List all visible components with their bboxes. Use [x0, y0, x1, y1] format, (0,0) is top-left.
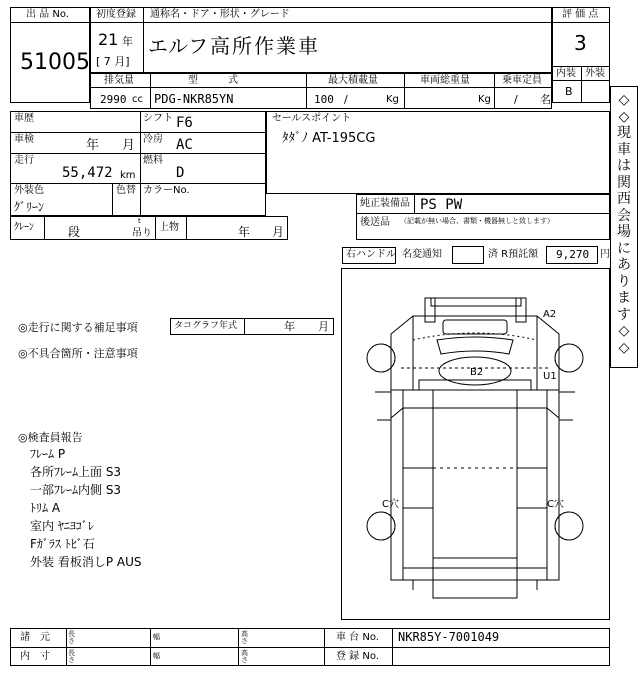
width-label: 幅 [153, 652, 160, 660]
crane-label: ｸﾚｰﾝ [14, 222, 34, 233]
lot-number-label: 出 品 No. [26, 9, 69, 20]
gross-weight-unit: Kg [478, 94, 491, 105]
model-label: 型 式 [188, 75, 238, 86]
shift-label: シフト [143, 113, 173, 124]
height-label: 高さ [241, 649, 248, 664]
inspector-line: 一部ﾌﾚｰﾑ内側 S3 [30, 483, 122, 497]
side-note [612, 92, 636, 362]
chassis-number: NKR85Y-7001049 [398, 630, 500, 644]
registration-year-unit: 年 [122, 35, 133, 48]
score-label: 評 価 点 [562, 9, 599, 20]
max-load-slash: / [344, 93, 348, 106]
side-char: す [617, 306, 631, 323]
body-outline [391, 390, 559, 580]
model-value: PDG-NKR85YN [154, 92, 234, 106]
crane-hang-label: 吊り [132, 228, 152, 239]
top-equipment-label: 上物 [159, 222, 179, 233]
gross-weight-label: 車両総重量 [420, 75, 470, 86]
exterior-color-label: 外装色 [14, 185, 44, 196]
defect-notes-label: ◎不具合箇所・注意事項 [18, 347, 138, 360]
truck-diagram [341, 268, 610, 620]
recycle-label: 済 R預託額 [488, 249, 539, 260]
mileage-label: 走行 [14, 155, 34, 166]
inner-size-row-label: 内 寸 [20, 651, 50, 662]
color-change-label: 色替 [116, 185, 136, 196]
inspector-line: 各所ﾌﾚｰﾑ上面 S3 [30, 465, 122, 479]
mirror-bar [431, 298, 521, 306]
drive-notes-label: ◎走行に関する補足事項 [18, 321, 138, 334]
length-label: 長さ [68, 649, 75, 664]
tachograph-month: 月 [318, 320, 329, 333]
tachograph-label: タコグラフ年式 [174, 321, 238, 331]
side-char: ◇ [618, 339, 630, 356]
top-equipment-month: 月 [272, 225, 285, 239]
delivery-label: 後送品 [360, 217, 390, 228]
damage-mark-u1: U1 [543, 371, 557, 382]
registration-number-label: 登 録 No. [336, 651, 379, 662]
inspection-year-unit: 年 [86, 138, 100, 153]
color-code-label: カラーNo. [143, 185, 190, 196]
side-char: 現 [617, 125, 631, 141]
fuel-label: 燃料 [143, 155, 163, 166]
sales-point-label: セールスポイント [272, 113, 352, 124]
displacement-label: 排気量 [104, 75, 134, 86]
damage-mark-c-hole-left: C穴 [382, 499, 399, 510]
side-char: ◇ [618, 323, 630, 339]
side-char: ◇ [618, 108, 630, 125]
equipment-value: PS PW [420, 197, 463, 213]
side-char: 関 [617, 174, 631, 191]
side-char: 場 [617, 224, 631, 240]
interior-grade: B [565, 85, 573, 98]
damage-mark-a2: A2 [543, 309, 557, 320]
left-mirror [425, 298, 435, 322]
inspection-month-unit: 月 [122, 138, 136, 153]
displacement-value: 2990 [100, 93, 127, 106]
first-registration-label: 初度登録 [96, 9, 136, 20]
car-name: エルフ [148, 34, 208, 58]
name-change-check [452, 246, 484, 264]
damage-mark-c-hole-right: C穴 [547, 499, 564, 510]
windshield [437, 337, 513, 354]
max-load-unit: Kg [386, 94, 399, 105]
side-char: り [617, 273, 631, 290]
side-char: ◇ [618, 92, 630, 108]
side-char: ま [617, 290, 631, 306]
recycle-yen: 円 [600, 249, 610, 260]
details-box [10, 111, 266, 216]
length-label: 長さ [68, 630, 75, 645]
crane-ton-label: t [138, 217, 141, 225]
tachograph-year: 年 [284, 320, 295, 333]
inspector-line: Fｶﾞﾗｽ ﾄﾋﾞ石 [30, 537, 95, 551]
interior-label: 内装 [556, 68, 576, 79]
displacement-unit: cc [132, 94, 143, 105]
inspector-report-label: ◎検査員報告 [18, 431, 83, 444]
rear-step [433, 580, 517, 598]
rhd-label: 右ハンドル [346, 249, 396, 260]
inspector-line: 室内 ﾔﾆﾖｺﾞﾚ [30, 519, 94, 533]
registration-month: [ 7 月] [96, 55, 130, 68]
shift-value: F6 [176, 115, 193, 131]
crane-stage-label: 段 [68, 225, 81, 239]
inspector-line: 外装 看板消しP AUS [30, 555, 142, 569]
registration-year: 21 [98, 30, 119, 49]
recycle-amount: 9,270 [556, 248, 590, 261]
exterior-color-value: ｸﾞﾘｰﾝ [14, 200, 45, 214]
ac-value: AC [176, 137, 193, 153]
capacity-label: 乗車定員 [502, 75, 542, 86]
width-label: 幅 [153, 633, 160, 641]
side-char: に [617, 240, 631, 257]
side-char: 西 [617, 191, 631, 207]
inspector-line: ﾌﾚｰﾑ P [30, 447, 66, 461]
cab-outline [391, 316, 559, 390]
car-grade: 高所作業車 [210, 34, 320, 58]
mileage-unit: km [120, 170, 136, 181]
score-value: 3 [574, 31, 587, 55]
fuel-value: D [176, 165, 185, 181]
history-label: 車歴 [14, 113, 34, 124]
ac-label: 冷房 [143, 134, 163, 145]
specs-row-label: 諸 元 [20, 632, 50, 643]
top-equipment-year: 年 [238, 225, 251, 239]
side-char: 車 [617, 141, 631, 158]
side-char: は [617, 158, 631, 174]
capacity-slash: / [514, 93, 518, 106]
lot-number: 51005 [20, 50, 90, 75]
name-change-label: 名変通知 [402, 249, 442, 260]
chassis-number-label: 車 台 No. [336, 632, 379, 643]
damage-mark-b2: B2 [470, 367, 484, 378]
height-label: 高さ [241, 630, 248, 645]
equipment-label: 純正装備品 [360, 198, 410, 209]
max-load-value: 100 [314, 93, 334, 106]
exterior-label: 外装 [585, 68, 605, 79]
vehicle-name-label: 通称名・ドア・形状・グレード [150, 9, 290, 20]
mileage-value: 55,472 [62, 165, 113, 181]
max-load-label: 最大積載量 [328, 75, 378, 86]
side-char: 会 [617, 207, 631, 224]
cab-roof [443, 320, 507, 334]
delivery-note: （記載が無い場合、書類・機器無しと致します） [400, 217, 554, 225]
sales-point-text: ﾀﾀﾞﾉ AT-195CG [282, 131, 376, 146]
inspector-line: ﾄﾘﾑ A [30, 501, 61, 515]
inspection-label: 車検 [14, 134, 34, 145]
capacity-unit: 名 [540, 93, 551, 106]
side-char: あ [617, 257, 631, 273]
